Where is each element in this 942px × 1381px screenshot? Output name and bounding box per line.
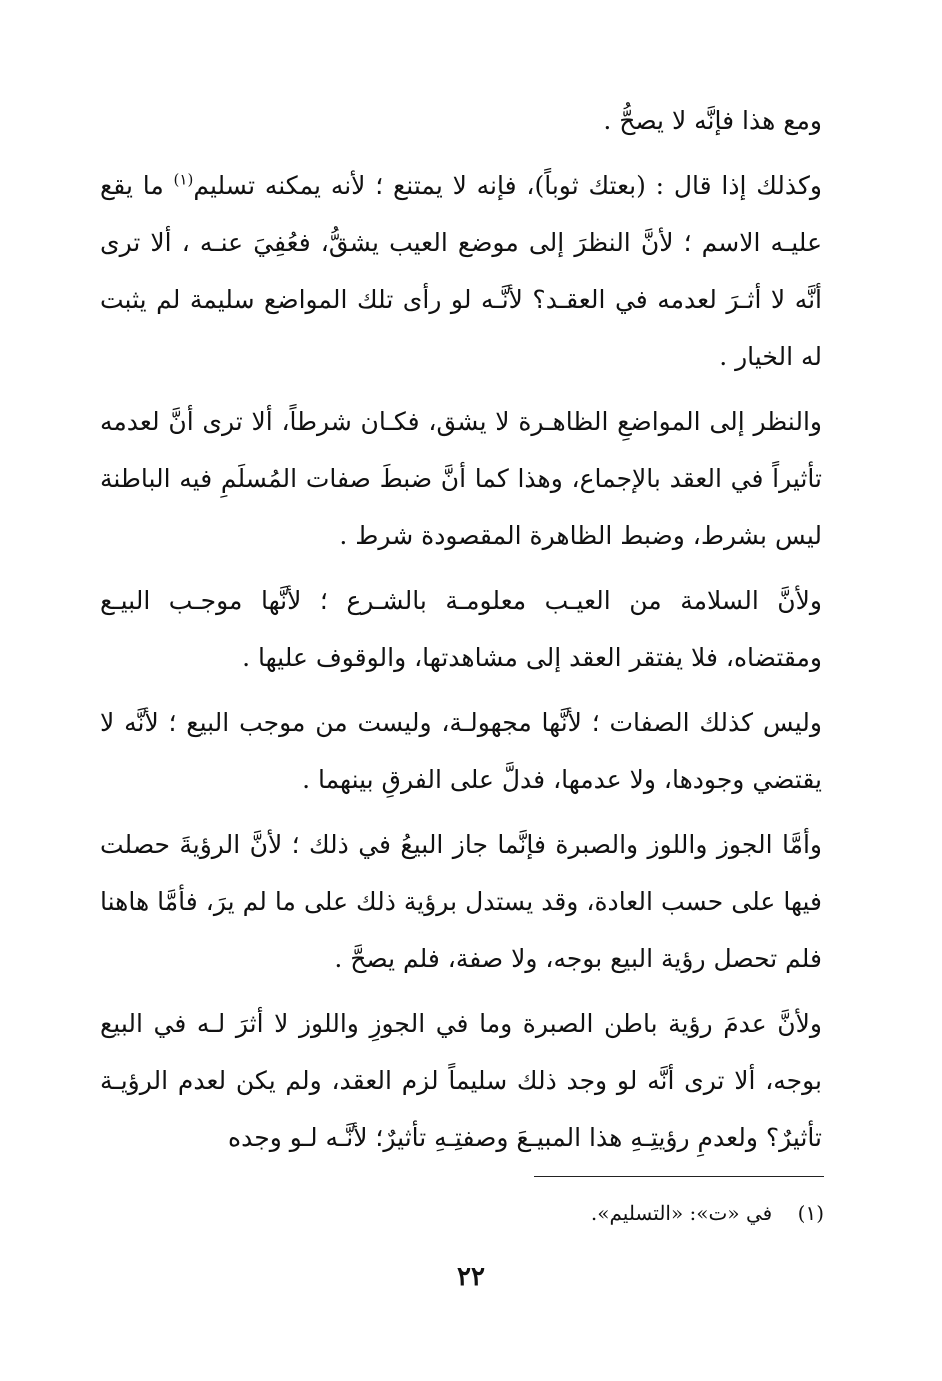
paragraph-2-continuation: ما يقع عليـه الاسم ؛ لأنَّ النظرَ إلى موضع العيب يشقُّ، فعُفِيَ عنـه ، ألا ترى أنَّه لا أثـرَ لعدمه في العقـد؟ لأنَّـه لو رأى تلك المواضع سليمة لم يثبت له الخيار . [100, 171, 822, 371]
footnote-divider [534, 1176, 824, 1177]
paragraph-4: ولأنَّ السلامة من العيـب معلومـة بالشـرع ؛ لأنَّها موجـب البيـع ومقتضاه، فلا يفتقر العقد إلى مشاهدتها، والوقوف عليها . [100, 586, 822, 672]
footnote [224, 1198, 824, 1228]
paragraph-2-text: وكذلك إذا قال : (بعتك ثوباً)، فإنه لا يمتنع ؛ لأنه يمكنه تسليم [193, 171, 823, 200]
footnote-reference: (١) [173, 170, 194, 189]
page-number: ٢٢ [457, 1262, 485, 1292]
footnote-number: (١) [797, 1201, 824, 1225]
paragraph-2 [100, 157, 822, 385]
paragraph-7: ولأنَّ عدمَ رؤية باطن الصبرة وما في الجوزِ واللوز لا أثرَ لـه في البيع بوجه، ألا ترى أنَّه لو وجد ذلك سليماً لزم العقد، ولم يكن لعدم الرؤيـة تأثيرٌ؟ ولعدمِ رؤيتِـهِ هذا المبيـعَ وصفتِـهِ تأثيرٌ؛ لأنَّـه لـو وجده [100, 1009, 822, 1152]
paragraph-5: وليس كذلك الصفات ؛ لأنَّها مجهولـة، وليست من موجب البيع ؛ لأنَّه لا يقتضي وجودها، ولا عدمها، فدلَّ على الفرقِ بينهما . [100, 708, 822, 794]
paragraph-3: والنظر إلى المواضعِ الظاهـرة لا يشق، فكـان شرطاً، ألا ترى أنَّ لعدمه تأثيراً في العقد بالإجماع، وهذا كما أنَّ ضبطَ صفات المُسلَمِ فيه الباطنة ليس بشرط، وضبط الظاهرة المقصودة شرط . [100, 407, 822, 550]
footnote-text: في «ت»: «التسليم». [590, 1201, 773, 1225]
paragraph-1: ومع هذا فإنَّه لا يصحُّ . [603, 106, 822, 135]
page-body [100, 92, 822, 1174]
paragraph-6: وأمَّا الجوز واللوز والصبرة فإنَّما جاز البيعُ في ذلك ؛ لأنَّ الرؤيةَ حصلت فيها على حسب العادة، وقد يستدل برؤية ذلك على ما لم يرَ، فأمَّا هاهنا فلم تحصل رؤية البيع بوجه، ولا صفة، فلم يصحَّ . [100, 830, 822, 973]
